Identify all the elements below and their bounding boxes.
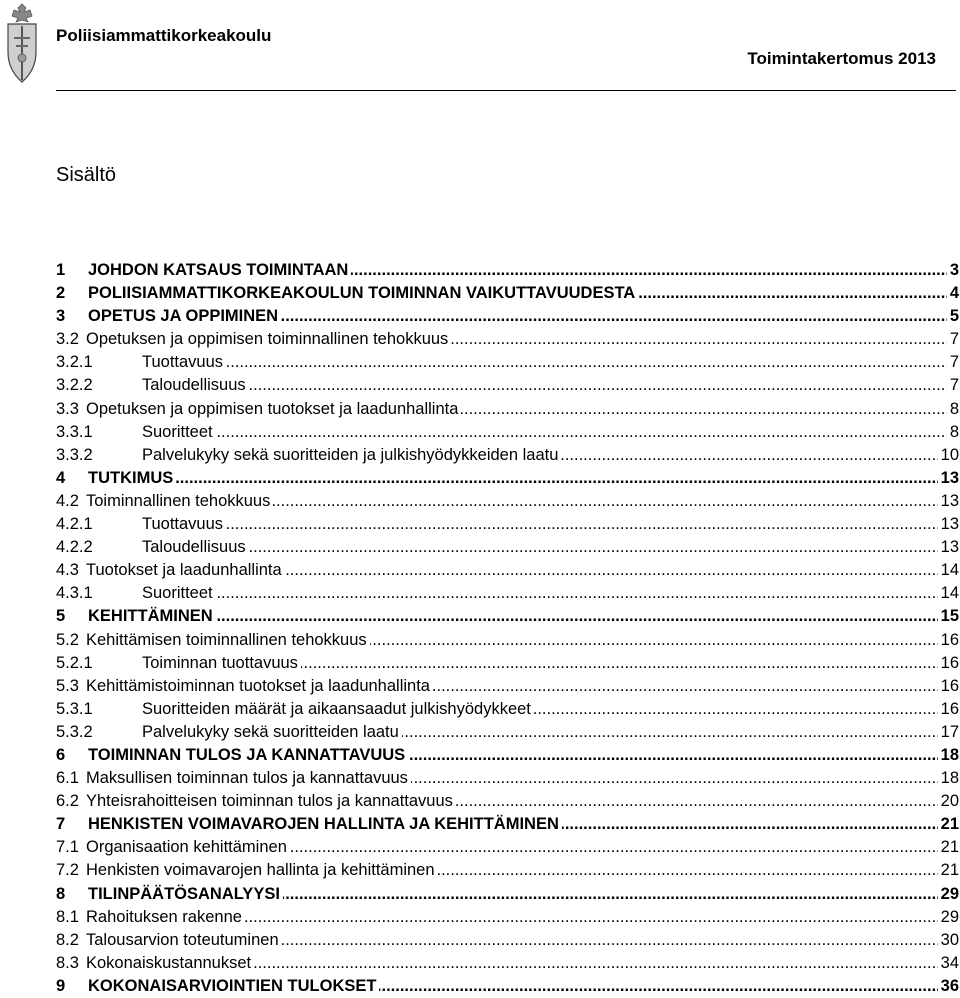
toc-entry-number: 7.1 — [56, 838, 79, 857]
toc-entry-label: Suoritteiden määrät ja aikaansaadut julkishyödykkeet — [142, 699, 531, 718]
toc-entry[interactable] — [56, 305, 959, 328]
toc-entry[interactable] — [56, 721, 959, 744]
toc-entry-page-number: 16 — [938, 698, 959, 721]
toc-entry[interactable] — [56, 629, 959, 652]
toc-entry[interactable] — [56, 259, 959, 282]
toc-entry-number: 4.3.1 — [56, 584, 93, 603]
toc-entry-page-number: 16 — [938, 675, 959, 698]
toc-entry-label: Kokonaiskustannukset — [86, 953, 252, 972]
toc-entry-heading — [56, 282, 638, 305]
toc-entry-page-number: 16 — [938, 629, 959, 652]
toc-entry[interactable] — [56, 790, 959, 813]
toc-entry[interactable] — [56, 952, 959, 975]
toc-entry[interactable] — [56, 513, 959, 536]
toc-entry-label: KEHITTÄMINEN — [88, 607, 213, 626]
toc-entry-number: 8.3 — [56, 953, 79, 972]
toc-entry-label: Maksullisen toiminnan tulos ja kannattavuus — [86, 769, 408, 788]
toc-entry-heading — [56, 883, 283, 906]
toc-entry-heading — [56, 351, 226, 374]
toc-entry[interactable] — [56, 859, 959, 882]
toc-entry-heading — [56, 790, 456, 813]
toc-entry[interactable] — [56, 444, 959, 467]
toc-entry-number: 8 — [56, 884, 66, 903]
toc-entry-number: 6.1 — [56, 769, 79, 788]
toc-entry[interactable] — [56, 605, 959, 628]
toc-entry-heading — [56, 398, 461, 421]
toc-entry-label: TILINPÄÄTÖSANALYYSI — [88, 884, 280, 903]
toc-entry[interactable] — [56, 675, 959, 698]
toc-entry[interactable] — [56, 351, 959, 374]
toc-entry-label: TOIMINNAN TULOS JA KANNATTAVUUS — [88, 745, 406, 764]
toc-entry-page-number: 29 — [938, 906, 959, 929]
toc-entry-label: Toiminnallinen tehokkuus — [86, 491, 271, 510]
toc-entry-number: 6 — [56, 745, 66, 764]
toc-entry-label: Palvelukyky sekä suoritteiden laatu — [142, 722, 399, 741]
toc-entry-heading — [56, 675, 433, 698]
toc-entry[interactable] — [56, 582, 959, 605]
toc-entry-number: 3 — [56, 307, 66, 326]
toc-entry-label: Yhteisrahoitteisen toiminnan tulos ja kannattavuus — [86, 792, 453, 811]
toc-entry-heading — [56, 259, 351, 282]
toc-entry-heading — [56, 536, 249, 559]
toc-entry-heading — [56, 513, 226, 536]
toc-entry-page-number: 34 — [938, 952, 959, 975]
toc-entry-page-number: 21 — [938, 859, 959, 882]
toc-entry[interactable] — [56, 421, 959, 444]
toc-entry[interactable] — [56, 929, 959, 952]
toc-entry-page-number: 14 — [938, 559, 959, 582]
toc-entry-number: 3.3 — [56, 399, 79, 418]
toc-entry-number: 5.2 — [56, 630, 79, 649]
toc-entry-number: 5.3.1 — [56, 699, 93, 718]
toc-entry-page-number: 21 — [938, 836, 959, 859]
toc-entry-label: JOHDON KATSAUS TOIMINTAAN — [88, 261, 349, 279]
toc-entry-heading — [56, 444, 561, 467]
toc-entry-number: 8.1 — [56, 907, 79, 926]
toc-entry-number: 4.3 — [56, 561, 79, 580]
toc-leader-dots — [56, 467, 959, 490]
toc-entry-page-number: 10 — [938, 444, 959, 467]
toc-entry-number: 7.2 — [56, 861, 79, 880]
toc-entry-page-number: 18 — [938, 744, 959, 767]
toc-entry-page-number: 13 — [938, 536, 959, 559]
toc-entry-page-number: 13 — [938, 467, 959, 490]
toc-entry-heading — [56, 929, 282, 952]
toc-entry-number: 7 — [56, 815, 66, 834]
toc-entry-heading — [56, 467, 176, 490]
toc-entry[interactable] — [56, 836, 959, 859]
toc-entry-page-number: 21 — [938, 813, 959, 836]
toc-entry-page-number: 7 — [947, 351, 959, 374]
toc-entry-page-number: 3 — [947, 259, 959, 282]
toc-entry[interactable] — [56, 328, 959, 351]
toc-entry-heading — [56, 906, 245, 929]
toc-entry-page-number: 29 — [938, 883, 959, 906]
toc-entry[interactable] — [56, 282, 959, 305]
toc-entry-label: Organisaation kehittäminen — [86, 838, 287, 857]
toc-entry-label: HENKISTEN VOIMAVAROJEN HALLINTA JA KEHITTÄMINEN — [88, 815, 559, 834]
toc-entry[interactable] — [56, 559, 959, 582]
toc-entry-heading — [56, 744, 408, 767]
toc-entry-number: 4.2 — [56, 491, 79, 510]
toc-entry-label: Suoritteet — [142, 422, 213, 441]
toc-entry-label: Tuottavuus — [142, 515, 224, 534]
toc-entry-number: 3.2 — [56, 330, 79, 349]
toc-entry-page-number: 13 — [938, 513, 959, 536]
toc-entry-heading — [56, 859, 438, 882]
toc-entry-label: Tuottavuus — [142, 353, 224, 372]
toc-entry-number: 1 — [56, 261, 66, 279]
toc-entry-number: 4.2.1 — [56, 515, 93, 534]
toc-entry-label: KOKONAISARVIOINTIEN TULOKSET — [88, 976, 377, 995]
toc-entry-page-number: 20 — [938, 790, 959, 813]
toc-entry-page-number: 8 — [947, 421, 959, 444]
toc-entry[interactable] — [56, 536, 959, 559]
toc-entry-page-number: 36 — [938, 975, 959, 998]
toc-entry[interactable] — [56, 698, 959, 721]
toc-entry-page-number: 5 — [947, 305, 959, 328]
toc-entry-label: Opetuksen ja oppimisen toiminnallinen tehokkuus — [86, 330, 449, 349]
toc-entry-heading — [56, 721, 402, 744]
toc-entry-heading — [56, 952, 254, 975]
toc-entry-label: Toiminnan tuottavuus — [142, 653, 298, 672]
toc-entry-page-number: 7 — [947, 328, 959, 351]
toc-entry-page-number: 4 — [947, 282, 959, 305]
toc-entry-number: 5.2.1 — [56, 653, 93, 672]
toc-entry[interactable] — [56, 767, 959, 790]
toc-entry-number: 8.2 — [56, 930, 79, 949]
toc-entry-number: 4 — [56, 468, 66, 487]
toc-entry[interactable] — [56, 652, 959, 675]
toc-entry-number: 3.2.2 — [56, 376, 93, 395]
toc-entry-number: 9 — [56, 976, 66, 995]
toc-entry-label: Palvelukyky sekä suoritteiden ja julkishyödykkeiden laatu — [142, 445, 559, 464]
toc-entry-page-number: 8 — [947, 398, 959, 421]
toc-entry-heading — [56, 559, 285, 582]
toc-entry-page-number: 30 — [938, 929, 959, 952]
toc-entry-label: Taloudellisuus — [142, 538, 246, 557]
police-crest-logo — [2, 2, 42, 84]
toc-entry[interactable] — [56, 467, 959, 490]
toc-entry[interactable] — [56, 813, 959, 836]
toc-entry-heading — [56, 328, 451, 351]
toc-entry-page-number: 18 — [938, 767, 959, 790]
toc-entry[interactable] — [56, 374, 959, 397]
toc-entry-number: 5 — [56, 607, 66, 626]
toc-entry-number: 2 — [56, 284, 66, 303]
toc-entry-heading — [56, 490, 273, 513]
toc-entry-number: 3.3.1 — [56, 422, 93, 441]
toc-entry[interactable] — [56, 398, 959, 421]
toc-entry-heading — [56, 629, 370, 652]
toc-entry-label: Henkisten voimavarojen hallinta ja kehittäminen — [86, 861, 435, 880]
toc-entry-page-number: 15 — [938, 605, 959, 628]
toc-entry[interactable] — [56, 744, 959, 767]
toc-entry-number: 5.3 — [56, 676, 79, 695]
toc-entry-label: Taloudellisuus — [142, 376, 246, 395]
toc-entry-label: Opetuksen ja oppimisen tuotokset ja laadunhallinta — [86, 399, 459, 418]
toc-entry-number: 5.3.2 — [56, 722, 93, 741]
toc-entry-heading — [56, 652, 301, 675]
toc-entry-number: 3.2.1 — [56, 353, 93, 372]
toc-entry-label: Rahoituksen rakenne — [86, 907, 242, 926]
toc-entry[interactable] — [56, 906, 959, 929]
toc-entry-label: Tuotokset ja laadunhallinta — [86, 561, 282, 580]
toc-entry-number: 6.2 — [56, 792, 79, 811]
toc-entry-heading — [56, 836, 290, 859]
toc-entry-label: POLIISIAMMATTIKORKEAKOULUN TOIMINNAN VAIKUTTAVUUDESTA — [88, 284, 636, 303]
toc-entry[interactable] — [56, 490, 959, 513]
toc-entry-heading — [56, 374, 249, 397]
toc-entry-heading — [56, 421, 216, 444]
toc-entry-page-number: 16 — [938, 652, 959, 675]
toc-entry-label: Talousarvion toteutuminen — [86, 930, 279, 949]
toc-entry-label: OPETUS JA OPPIMINEN — [88, 307, 279, 326]
table-of-contents — [56, 259, 959, 998]
toc-entry[interactable] — [56, 883, 959, 906]
toc-entry-heading — [56, 698, 534, 721]
toc-entry-number: 4.2.2 — [56, 538, 93, 557]
toc-entry-label: Suoritteet — [142, 584, 213, 603]
toc-entry-page-number: 14 — [938, 582, 959, 605]
toc-entry-label: TUTKIMUS — [88, 468, 174, 487]
toc-entry-heading — [56, 767, 411, 790]
toc-entry-page-number: 13 — [938, 490, 959, 513]
toc-entry-page-number: 17 — [938, 721, 959, 744]
toc-entry-number: 3.3.2 — [56, 445, 93, 464]
report-title: Toimintakertomus 2013 — [747, 49, 936, 68]
toc-entry-heading — [56, 813, 562, 836]
toc-entry-heading — [56, 975, 379, 998]
toc-entry-heading — [56, 305, 281, 328]
toc-entry-heading — [56, 605, 216, 628]
toc-entry-label: Kehittämistoiminnan tuotokset ja laadunhallinta — [86, 676, 430, 695]
header-divider — [56, 90, 956, 91]
organization-name: Poliisiammattikorkeakoulu — [56, 26, 272, 45]
toc-entry-page-number: 7 — [947, 374, 959, 397]
toc-entry-label: Kehittämisen toiminnallinen tehokkuus — [86, 630, 367, 649]
toc-entry-heading — [56, 582, 216, 605]
page-title: Sisältö — [56, 164, 117, 186]
